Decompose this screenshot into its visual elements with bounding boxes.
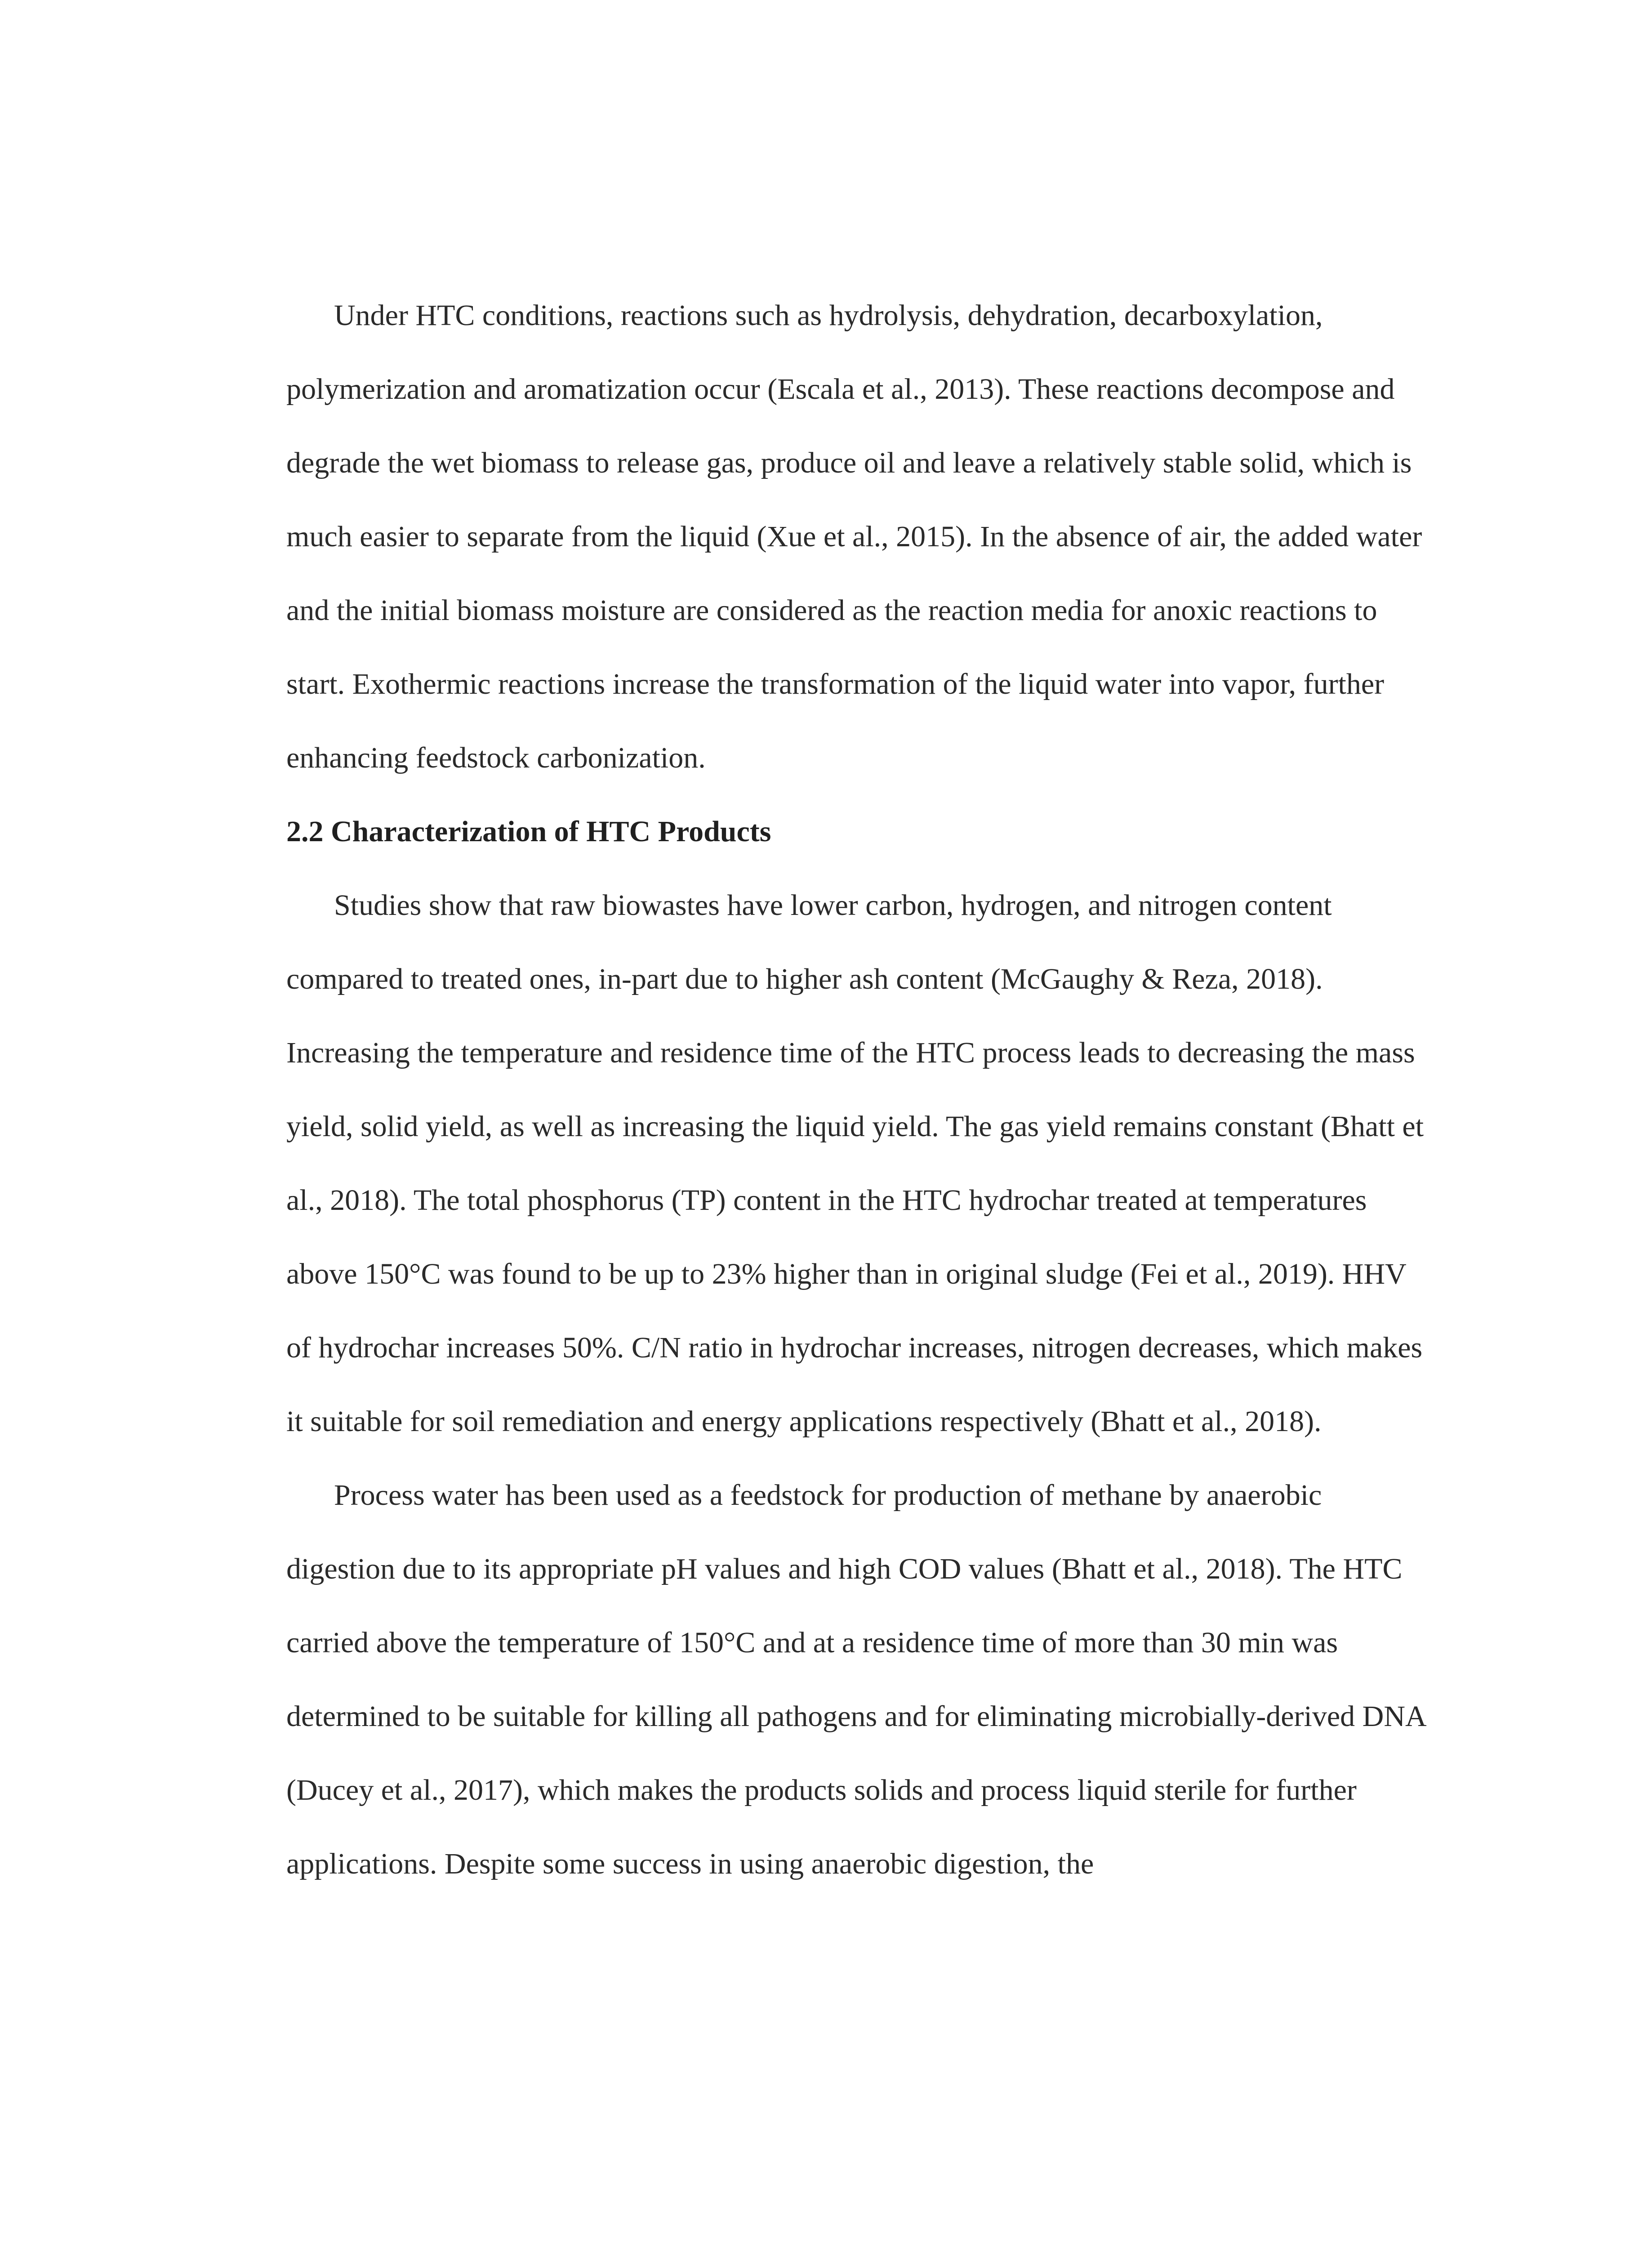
paragraph-characterization: Studies show that raw biowastes have lower carbon, hydrogen, and nitrogen content compared to treated ones, in-part due to higher ash content (McGaughy & Reza, 2018). Increasing the temperature and residence time of the HTC process leads to decreasing the mass yield, solid yield, as well as increasing the liquid yield. The gas yield remains constant (Bhatt et al., 2018). The total phosphorus (TP) content in the HTC hydrochar treated at temperatures above 150°C was found to be up to 23% higher than in original sludge (Fei et al., 2019). HHV of hydrochar increases 50%. C/N ratio in hydrochar increases, nitrogen decreases, which makes it suitable for soil remediation and energy applications respectively (Bhatt et al., 2018). — [286, 889, 1424, 1438]
body-text — [286, 279, 1433, 1901]
paragraph-htc-reactions: Under HTC conditions, reactions such as hydrolysis, dehydration, decarboxylation, polymerization and aromatization occur (Escala et al., 2013). These reactions decompose and degrade the wet biomass to release gas, produce oil and leave a relatively stable solid, which is much easier to separate from the liquid (Xue et al., 2015). In the absence of air, the added water and the initial biomass moisture are considered as the reaction media for anoxic reactions to start. Exothermic reactions increase the transformation of the liquid water into vapor, further enhancing feedstock carbonization. — [286, 299, 1422, 774]
section-heading: 2.2 Characterization of HTC Products — [286, 815, 771, 848]
paragraph-process-water: Process water has been used as a feedstock for production of methane by anaerobic digestion due to its appropriate pH values and high COD values (Bhatt et al., 2018). The HTC carried above the temperature of 150°C and at a residence time of more than 30 min was determined to be suitable for killing all pathogens and for eliminating microbially-derived DNA (Ducey et al., 2017), which makes the products solids and process liquid sterile for further applications. Despite some success in using anaerobic digestion, the — [286, 1479, 1425, 1880]
